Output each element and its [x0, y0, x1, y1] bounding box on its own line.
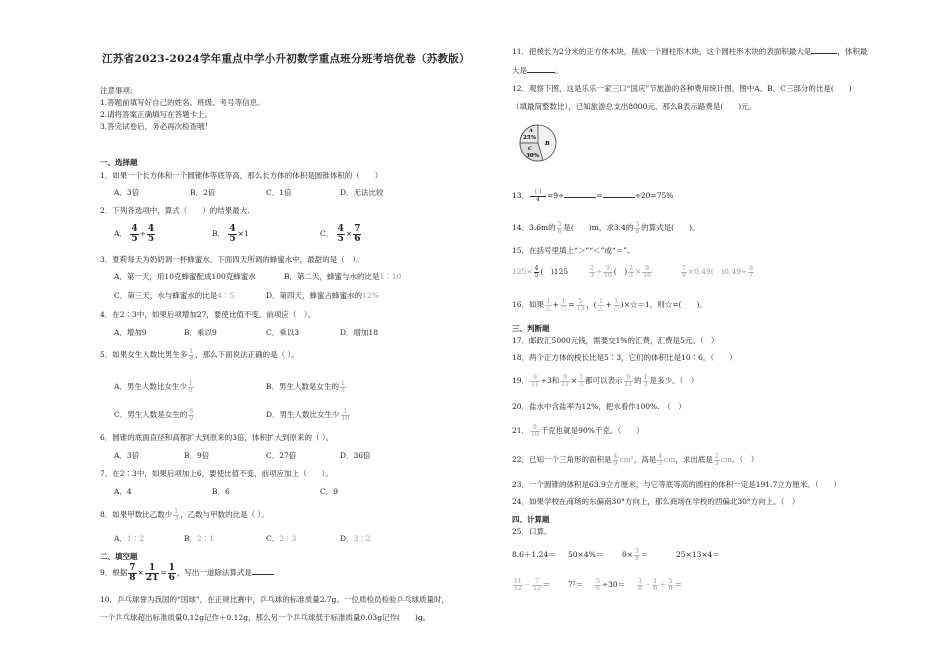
q8-stem-frac: $\frac{1}{3}$	[174, 507, 179, 522]
q10-line1: 10．乒乓球誉为我国的“国球”，在正规比赛中，乒乓球的标准质量2.7g。一位质检员检验乒乓球质量时，	[100, 595, 449, 604]
q1-option-b[interactable]: B．2倍	[190, 188, 216, 197]
q15-expr-2: $\frac{2}{3}$ ÷ $\frac{9}{16}$ ( ) $\frac{2}{3}$ × $\frac{9}{16}$	[590, 264, 651, 279]
q14-frac1: $\frac{5}{6}$	[557, 220, 562, 235]
q5-d-frac: $\frac{1}{10}$	[341, 407, 350, 422]
q25-item-5: $\frac{11}{12}$ － $\frac{7}{12}$ ＝	[514, 577, 551, 592]
q6-option-d[interactable]: D．36倍	[340, 451, 371, 460]
q16-frac2: $\frac{1}{○}$	[560, 297, 567, 312]
notice-line-2: 2.请将答案正确填写在答题卡上。	[100, 110, 213, 119]
q12-line1: 12．观察下图，这是乐乐一家三口“国庆”节旅游的各种费用统计图，图中A、B、C三部分的比是( )	[512, 84, 852, 93]
q14-stem: 14．3.6m的 $\frac{5}{6}$ 是( )m，求3.4的 $\frac{3}{8}$ 的算式是( )。	[512, 220, 700, 235]
notice-line-1: 1.答题前填写好自己的姓名、班级、考号等信息。	[100, 98, 265, 107]
q25-item-6: 7²＝	[568, 580, 584, 589]
q19-frac1: $\frac{9}{11}$	[531, 373, 539, 388]
q23-stem: 23．一个圆锥的体积是63.9立方厘米，与它等底等高的圆柱的体积一定是191.7立方厘米。（ ）	[512, 480, 841, 489]
q14-frac2: $\frac{3}{8}$	[635, 220, 640, 235]
q17-stem: 17．邮政汇5000元钱，需要交1%的汇费，汇费是5元。（ ）	[512, 336, 719, 345]
q11-blank-2[interactable]	[527, 72, 555, 73]
q16-frac1: $\frac{1}{\triangle}$	[546, 297, 551, 312]
q5-b-frac: $\frac{1}{8}$	[341, 379, 345, 394]
q4-option-d[interactable]: D．增加18	[340, 328, 379, 337]
q11-line1: 11．把棱长为2分米的正方体木块，削成一个圆柱形木块，这个圆柱形木块的表面积最大是 ，体积最	[512, 47, 868, 56]
q11-blank-1[interactable]	[811, 53, 837, 54]
q8-stem: 8．如果甲数比乙数少 $\frac{1}{3}$ ，乙数与甲数的比是（ ）。	[100, 507, 269, 522]
q9-frac1: $\frac{7}{8}$	[129, 562, 136, 583]
q19-frac2: $\frac{9}{11}$	[561, 373, 569, 388]
q25-item-1: 8.6＋1.24＝	[512, 550, 556, 559]
q1-option-c[interactable]: C．1倍	[266, 188, 292, 197]
q21-stem: 21． $\frac{9}{10}$ 千克也就是90%千克。（ ）	[512, 423, 644, 438]
q3-option-b[interactable]: B．第二天，蜂蜜与水的比是1∶10	[284, 272, 402, 281]
q11-line2: 大是 。	[512, 66, 563, 75]
q1-option-d[interactable]: D．无法比较	[340, 188, 384, 197]
q16-frac5: $\frac{1}{○}$	[613, 297, 619, 312]
q25-item-5-frac2: $\frac{7}{12}$	[533, 577, 541, 592]
q4-option-b[interactable]: B．乘以9	[184, 328, 217, 337]
q22-frac1: $\frac{4}{9}$	[613, 452, 618, 467]
q5-option-b[interactable]: B．男生人数是女生的 $\frac{1}{8}$	[266, 379, 345, 394]
q5-option-c[interactable]: C．男生人数是女生的 $\frac{8}{9}$	[114, 407, 194, 422]
section-judge: 三、判断题	[512, 324, 550, 333]
q13-frac: $\frac{( )}{4}$	[531, 188, 545, 203]
q22-frac3: $\frac{2}{3}$	[714, 452, 719, 467]
q25-item-8-frac3: $\frac{5}{8}$	[668, 577, 673, 592]
section-calc: 四、计算题	[512, 515, 550, 524]
q8-option-d[interactable]: D．3∶2	[340, 534, 371, 543]
q19-frac3: $\frac{1}{3}$	[579, 373, 584, 388]
q15-e1-frac: $\frac{4}{5}$	[534, 264, 539, 279]
q1-stem: 1．如果一个长方体和一个圆锥体等底等高，那么长方体的体积是圆锥体积的（ ）	[100, 171, 383, 180]
q2-c-frac2: $\frac{7}{6}$	[354, 223, 361, 244]
q2-stem: 2．下列各选项中，算式（ ）的结果最大.	[100, 206, 250, 215]
q13-stem: 13． $\frac{( )}{4}$ =9÷ = ÷20=75%	[512, 188, 674, 203]
q25-item-7-frac: $\frac{5}{6}$	[596, 577, 600, 592]
q8-option-c[interactable]: C．2∶3	[266, 534, 297, 543]
q2-a-frac1: $\frac{4}{5}$	[131, 223, 138, 244]
q16-frac3: $\frac{5}{13}$	[576, 297, 585, 312]
q25-item-2: 50×4%＝	[568, 550, 604, 559]
q7-option-c[interactable]: C．9	[320, 487, 339, 496]
q5-a-frac: $\frac{1}{8}$	[188, 379, 193, 394]
q22-stem: 22．已知一个三角形的面积是 $\frac{4}{9}$ cm²，高是 $\frac{4}{3}$ cm，求出底是 $\frac{2}{3}$ cm。（ ）	[512, 452, 759, 467]
q4-option-a[interactable]: A．增加9	[114, 328, 147, 337]
q15-expr-3: $\frac{7}{8}$ ×0.49( )0.49÷ $\frac{8}{7}$	[682, 264, 753, 279]
q7-option-b[interactable]: B．6	[212, 487, 230, 496]
page-title: 江苏省2023-2024学年重点中学小升初数学重点班分班考培优卷（苏教版）	[102, 53, 470, 65]
q16-stem: 16．如果 $\frac{1}{\triangle}$ + $\frac{1}{○}$ = $\frac{5}{13}$ ，( $\frac{1}{\triangle}$ + $\frac{1}{○}$ )×☆＝1，则☆=( )。	[512, 297, 707, 312]
q9-stem: 9．根据 $\frac{7}{8}$ × $\frac{1}{21}$ = $\frac{1}{6}$ ，写出一道除法算式是	[100, 561, 274, 585]
q19-stem: 19． $\frac{9}{11}$ ÷3和 $\frac{9}{11}$ × $\frac{1}{3}$ 都可以表示 $\frac{9}{11}$ 的 $\frac{1}{3}$ 是多少。（ ）	[512, 373, 699, 388]
q5-stem-frac: $\frac{1}{8}$	[189, 347, 194, 362]
q6-option-c[interactable]: C．27倍	[266, 451, 297, 460]
q3-stem: 3．夏莉每天为奶奶调一杯蜂蜜水。下面四天所调的蜂蜜水中，最甜的是（ ）。	[100, 255, 364, 264]
q15-e2-frac2: $\frac{9}{16}$	[604, 264, 612, 279]
q15-stem: 15．在括号里填上“＞”“＜”或“＝”。	[512, 246, 635, 255]
q15-expr-1: 125× $\frac{4}{5}$ ( )125	[512, 264, 569, 279]
section-fill: 二、填空题	[100, 552, 138, 561]
q12-pie-chart	[518, 118, 558, 168]
q5-c-frac: $\frac{8}{9}$	[189, 407, 194, 422]
q25-item-5-frac1: $\frac{11}{12}$	[514, 577, 522, 592]
q15-e2-frac4: $\frac{9}{16}$	[643, 264, 651, 279]
q3-option-c[interactable]: C．第三天，水与蜂蜜水的比是4∶5	[114, 291, 235, 300]
q13-blank-1[interactable]	[564, 197, 596, 198]
q25-item-7: $\frac{5}{6}$ ÷30＝	[596, 577, 626, 592]
q5-option-a[interactable]: A．男生人数比女生少 $\frac{1}{8}$	[114, 379, 193, 394]
q5-stem: 5．如果女生人数比男生多 $\frac{1}{8}$ ，那么下面说法正确的是（ ）。	[100, 347, 299, 362]
q21-frac: $\frac{9}{10}$	[531, 423, 539, 438]
q25-item-3-frac: $\frac{3}{8}$	[635, 547, 639, 562]
q2-a-frac2: $\frac{4}{5}$	[147, 223, 155, 244]
q2-b-op: ×1	[237, 229, 249, 238]
q6-option-b[interactable]: B．9倍	[184, 451, 210, 460]
q6-stem: 6．圆锥的底面直径和高都扩大到原来的3倍，体积扩大到原来的（ ）。	[100, 433, 334, 442]
q6-option-a[interactable]: A．3倍	[114, 451, 140, 460]
pie-label-c: C	[528, 146, 532, 152]
q25-item-3: 0× $\frac{3}{8}$ ＝	[622, 547, 649, 562]
pie-pct-a: 25%	[523, 135, 536, 141]
q25-item-4: 25×13×4＝	[676, 550, 720, 559]
q2-c-label: C．	[320, 229, 334, 238]
pie-label-b: B	[545, 141, 550, 147]
q15-e3-frac2: $\frac{8}{7}$	[749, 264, 753, 279]
q2-option-a[interactable]	[114, 224, 156, 244]
q9-frac3: $\frac{1}{6}$	[168, 562, 175, 583]
q2-a-label: A．	[114, 229, 127, 238]
q13-blank-2[interactable]	[603, 197, 635, 198]
q8-option-a[interactable]: A．1∶2	[114, 534, 144, 543]
q25-item-8-frac1: $\frac{3}{8}$	[638, 577, 642, 592]
q2-a-op: ÷	[139, 229, 146, 238]
q2-b-label: B．	[212, 229, 226, 238]
q2-c-frac1: $\frac{4}{5}$	[337, 223, 344, 244]
q19-frac4: $\frac{9}{11}$	[624, 373, 633, 388]
q22-frac2: $\frac{4}{3}$	[658, 452, 663, 467]
q15-e3-frac1: $\frac{7}{8}$	[682, 264, 686, 279]
q2-b-frac: $\frac{4}{5}$	[229, 223, 236, 244]
q2-option-b[interactable]	[212, 224, 249, 244]
q10-line2: 一个乒乓球超出标准质量0.12g记作＋0.12g，那么另一个乒乓球低于标准质量0.03g记作( )g。	[100, 613, 431, 622]
q9-frac2: $\frac{1}{21}$	[145, 562, 159, 583]
q3-option-d[interactable]: D．第四天，蜂蜜占蜂蜜水的12%	[266, 291, 379, 300]
section-choice: 一、选择题	[100, 158, 138, 167]
q7-option-a[interactable]: A．4	[114, 487, 132, 496]
q25-item-8-frac2: $\frac{1}{6}$	[653, 577, 658, 592]
q15-e2-frac3: $\frac{2}{3}$	[629, 264, 633, 279]
notice-heading: 注意事项:	[100, 86, 133, 95]
q24-stem: 24．如果学校在商场的东偏南30°方向上，那么商场在学校的西偏北30°方向上。（ ）	[512, 497, 800, 506]
q18-stem: 18．两个正方体的棱长比是5∶3，它们的体积比是10∶6。（ ）	[512, 353, 737, 362]
q3-option-a[interactable]: A．第一天，用10克蜂蜜配成100克蜂蜜水	[114, 272, 256, 281]
q7-stem: 7．在2∶3中，如果后项加上6，要使比值不变，前项应加上（ ）。	[100, 469, 333, 478]
q19-frac5: $\frac{1}{3}$	[643, 373, 648, 388]
q1-option-a[interactable]: A．3倍	[114, 188, 140, 197]
q2-c-op: ×	[345, 229, 353, 238]
q16-frac4: $\frac{1}{\triangle}$	[598, 297, 604, 312]
q9-answer-blank[interactable]	[252, 574, 274, 575]
q25-stem: 25．口算。	[512, 527, 552, 536]
q5-option-d[interactable]: D．男生人数比女生少 $\frac{1}{10}$	[266, 407, 350, 422]
q4-stem: 4．在2∶3中，如果后项增加27，要使比值不变，前项应（ ）。	[100, 310, 316, 319]
pie-label-a: A	[529, 128, 533, 134]
q8-option-b[interactable]: B．2∶1	[184, 534, 215, 543]
q20-stem: 20．盐水中含盐率为12%，把水看作100%. （ ）	[512, 402, 686, 411]
q2-option-c[interactable]	[320, 224, 362, 244]
q15-e2-frac1: $\frac{2}{3}$	[590, 264, 594, 279]
q4-option-c[interactable]: C．乘以3	[266, 328, 300, 337]
notice-line-3: 3.答完试卷后，务必再次检查哦！	[100, 122, 213, 131]
pie-pct-c: 30%	[526, 153, 539, 159]
q12-line2: （填最简整数比），已知旅游总支出8000元，那么B表示路费是( )元。	[512, 102, 757, 111]
q25-item-8: $\frac{3}{8}$ － $\frac{1}{6}$ ＋ $\frac{5}{8}$ ＝	[638, 577, 682, 592]
